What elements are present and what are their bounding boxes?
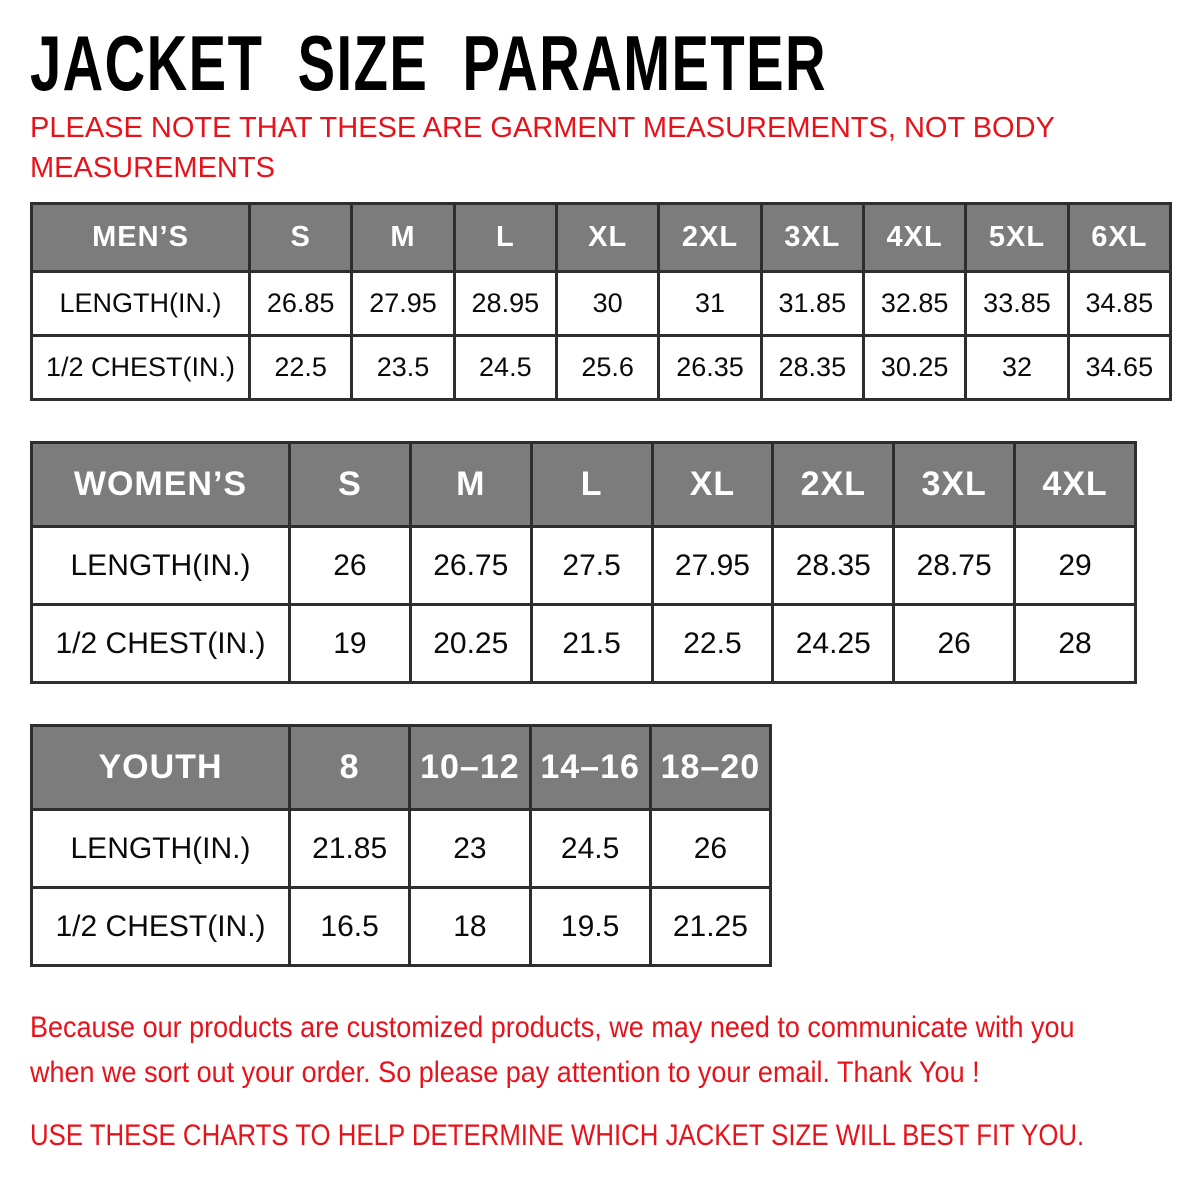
measurement-cell: 30.25 [863, 336, 965, 400]
youth-chest-row [32, 888, 771, 966]
page-title: JACKET SIZE PARAMETER [30, 19, 828, 107]
measurement-cell: 20.25 [410, 605, 531, 683]
womens-size-table [30, 441, 1137, 684]
size-header-cell: L [454, 204, 556, 272]
size-header-cell: 2XL [659, 204, 761, 272]
measurement-cell: 32.85 [863, 272, 965, 336]
measurement-cell: 26 [290, 527, 411, 605]
size-header-cell: 2XL [773, 443, 894, 527]
measurement-cell: 30 [556, 272, 658, 336]
measurement-cell: 28.95 [454, 272, 556, 336]
womens-table-title-cell: WOMEN’S [32, 443, 290, 527]
youth-header-row [32, 726, 771, 810]
measurement-cell: 23.5 [352, 336, 454, 400]
customization-notice-line-1: Because our products are customized products, we may need to communicate with you [30, 1011, 1075, 1045]
mens-table-title-cell: MEN’S [32, 204, 250, 272]
measurement-cell: 22.5 [652, 605, 773, 683]
measurement-cell: 23 [410, 810, 530, 888]
mens-chest-row [32, 336, 1171, 400]
size-header-cell: 8 [290, 726, 410, 810]
garment-measurement-note-line-2: MEASUREMENTS [30, 152, 275, 185]
garment-measurement-note-line-1: PLEASE NOTE THAT THESE ARE GARMENT MEASUREMENTS, NOT BODY [30, 112, 1055, 145]
measurement-cell: 21.25 [650, 888, 770, 966]
row-label-cell: 1/2 CHEST(IN.) [32, 336, 250, 400]
size-header-cell: 3XL [894, 443, 1015, 527]
row-label-cell: 1/2 CHEST(IN.) [32, 605, 290, 683]
measurement-cell: 26.35 [659, 336, 761, 400]
row-label-cell: LENGTH(IN.) [32, 810, 290, 888]
measurement-cell: 24.5 [454, 336, 556, 400]
measurement-cell: 26 [650, 810, 770, 888]
customization-notice [30, 1005, 1200, 1095]
measurement-cell: 28.75 [894, 527, 1015, 605]
measurement-cell: 21.5 [531, 605, 652, 683]
measurement-cell: 27.5 [531, 527, 652, 605]
measurement-cell: 27.95 [352, 272, 454, 336]
size-header-cell: L [531, 443, 652, 527]
size-header-cell: 14–16 [530, 726, 650, 810]
measurement-cell: 34.85 [1068, 272, 1170, 336]
size-header-cell: M [410, 443, 531, 527]
mens-size-table [30, 202, 1172, 401]
size-header-cell: 4XL [1015, 443, 1136, 527]
measurement-cell: 24.25 [773, 605, 894, 683]
size-header-cell: S [250, 204, 352, 272]
size-header-cell: S [290, 443, 411, 527]
size-header-cell: 6XL [1068, 204, 1170, 272]
youth-table-title-cell: YOUTH [32, 726, 290, 810]
mens-header-row [32, 204, 1171, 272]
measurement-cell: 33.85 [966, 272, 1068, 336]
measurement-cell: 19.5 [530, 888, 650, 966]
mens-length-row [32, 272, 1171, 336]
row-label-cell: 1/2 CHEST(IN.) [32, 888, 290, 966]
measurement-cell: 26 [894, 605, 1015, 683]
measurement-cell: 31.85 [761, 272, 863, 336]
size-header-cell: XL [556, 204, 658, 272]
size-header-cell: 4XL [863, 204, 965, 272]
measurement-cell: 22.5 [250, 336, 352, 400]
measurement-cell: 28 [1015, 605, 1136, 683]
youth-size-table [30, 724, 772, 967]
measurement-cell: 32 [966, 336, 1068, 400]
measurement-cell: 16.5 [290, 888, 410, 966]
customization-notice-line-2: when we sort out your order. So please pay attention to your email. Thank You ! [30, 1056, 980, 1090]
measurement-cell: 34.65 [1068, 336, 1170, 400]
garment-measurement-note [30, 108, 1200, 188]
measurement-cell: 24.5 [530, 810, 650, 888]
measurement-cell: 26.85 [250, 272, 352, 336]
row-label-cell: LENGTH(IN.) [32, 272, 250, 336]
womens-chest-row [32, 605, 1136, 683]
womens-header-row [32, 443, 1136, 527]
measurement-cell: 28.35 [761, 336, 863, 400]
size-header-cell: 3XL [761, 204, 863, 272]
womens-length-row [32, 527, 1136, 605]
size-header-cell: M [352, 204, 454, 272]
measurement-cell: 29 [1015, 527, 1136, 605]
measurement-cell: 25.6 [556, 336, 658, 400]
size-header-cell: 5XL [966, 204, 1068, 272]
fit-advice-notice: USE THESE CHARTS TO HELP DETERMINE WHICH JACKET SIZE WILL BEST FIT YOU. [30, 1119, 1085, 1153]
size-header-cell: XL [652, 443, 773, 527]
measurement-cell: 19 [290, 605, 411, 683]
measurement-cell: 26.75 [410, 527, 531, 605]
measurement-cell: 21.85 [290, 810, 410, 888]
size-header-cell: 18–20 [650, 726, 770, 810]
youth-length-row [32, 810, 771, 888]
measurement-cell: 31 [659, 272, 761, 336]
size-header-cell: 10–12 [410, 726, 530, 810]
measurement-cell: 27.95 [652, 527, 773, 605]
measurement-cell: 18 [410, 888, 530, 966]
row-label-cell: LENGTH(IN.) [32, 527, 290, 605]
measurement-cell: 28.35 [773, 527, 894, 605]
